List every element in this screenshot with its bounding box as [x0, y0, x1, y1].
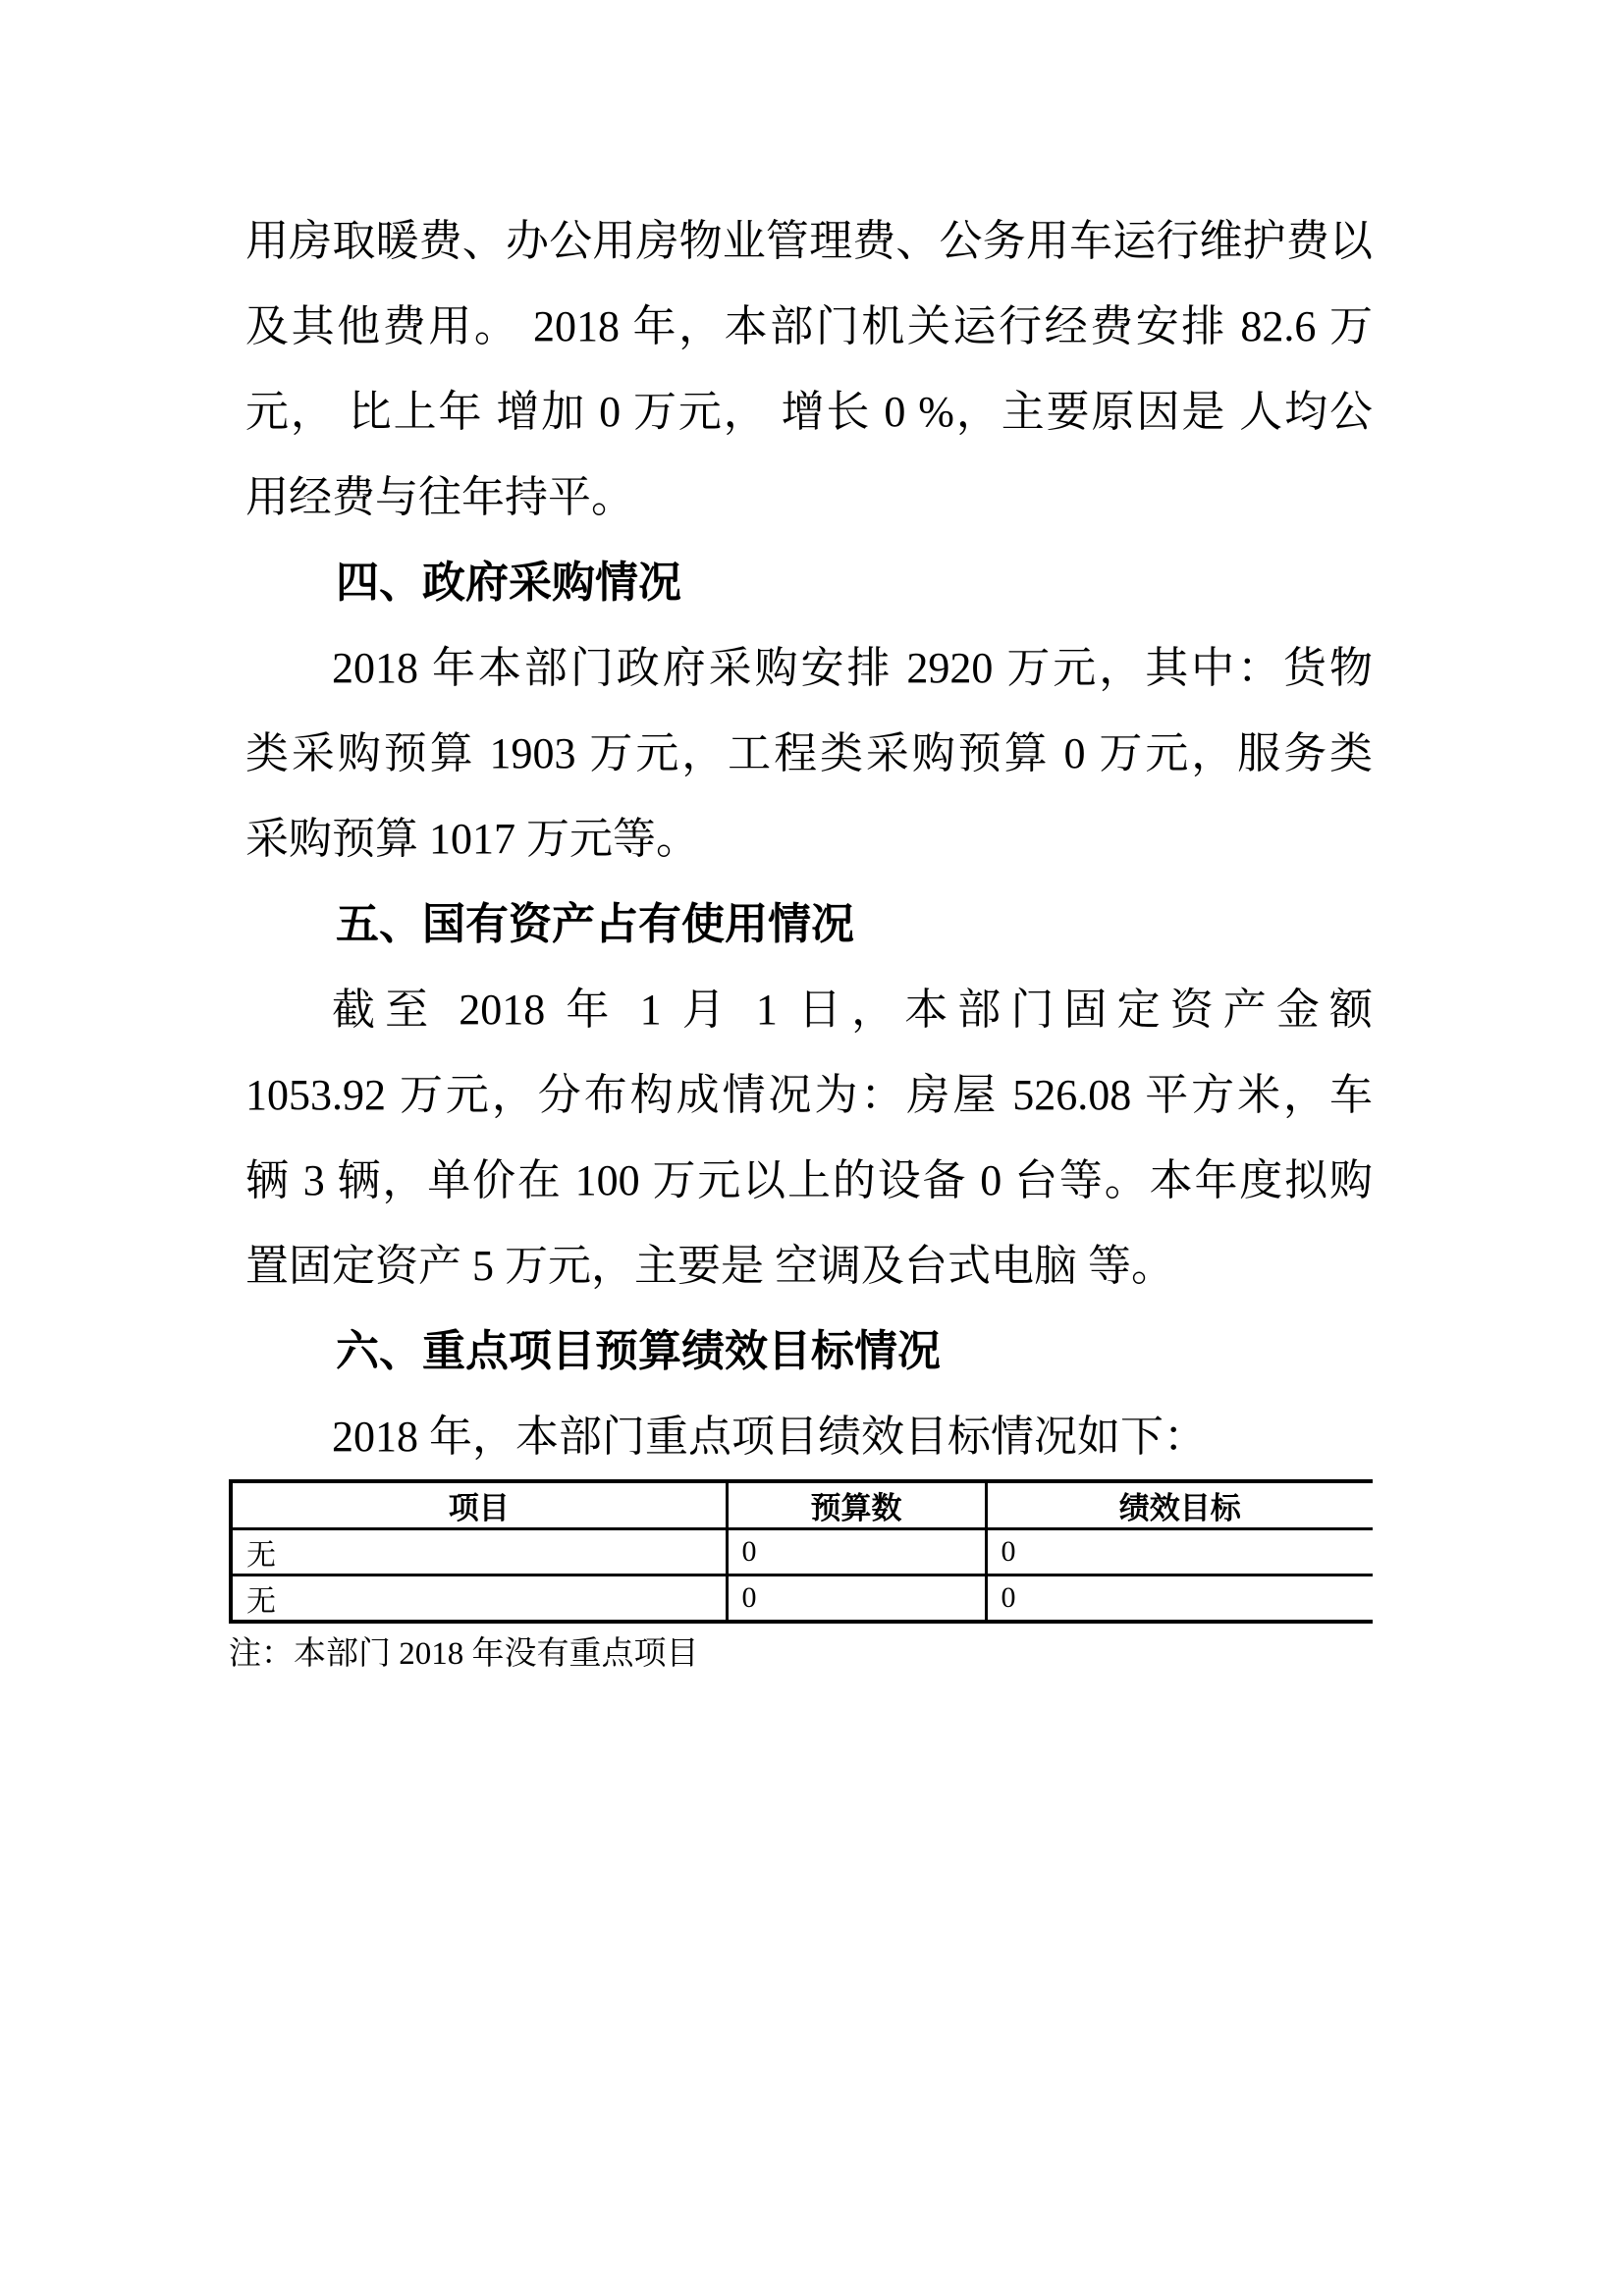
body-line: 截至 2018 年 1 月 1 日，本部门固定资产金额: [332, 986, 1373, 1034]
cell-target-1: 0: [986, 1529, 1373, 1575]
table-header-row: [231, 1481, 1373, 1529]
table-note: 注：本部门 2018 年没有重点项目: [229, 1636, 699, 1672]
paragraph-key-projects-intro: [229, 1394, 1373, 1479]
cell-project-1: 无: [231, 1529, 727, 1575]
body-line: 辆 3 辆，单价在 100 万元以上的设备 0 台等。本年度拟购: [245, 1156, 1373, 1204]
table-header-performance-target: 绩效目标: [986, 1481, 1373, 1529]
section-heading-state-assets: 五、国有资产占有使用情况: [336, 900, 854, 948]
paragraph-operating-funds: [229, 198, 1373, 540]
body-line: 及其他费用。 2018 年，本部门机关运行经费安排 82.6 万: [245, 302, 1373, 350]
body-line: 元， 比上年 增加 0 万元， 增长 0 %，主要原因是 人均公: [245, 388, 1373, 436]
section-heading-government-procurement: 四、政府采购情况: [336, 559, 681, 607]
cell-budget-2: 0: [727, 1575, 986, 1623]
cell-budget-1: 0: [727, 1529, 986, 1575]
table-header-budget-amount: 预算数: [727, 1481, 986, 1529]
paragraph-government-procurement: [229, 625, 1373, 881]
body-line: 用房取暖费、办公用房物业管理费、公务用车运行维护费以: [245, 217, 1373, 265]
table-header-project: 项目: [231, 1481, 727, 1529]
body-line: 类采购预算 1903 万元，工程类采购预算 0 万元，服务类: [245, 729, 1373, 777]
page-content: [229, 198, 1373, 1677]
section-heading-key-projects: 六、重点项目预算绩效目标情况: [336, 1327, 941, 1375]
body-line: 2018 年本部门政府采购安排 2920 万元，其中：货物: [332, 644, 1373, 692]
table-row: [231, 1529, 1373, 1575]
table-row: [231, 1575, 1373, 1623]
key-projects-table: [229, 1479, 1373, 1624]
cell-project-2: 无: [231, 1575, 727, 1623]
cell-target-2: 0: [986, 1575, 1373, 1623]
body-line: 采购预算 1017 万元等。: [245, 815, 699, 863]
body-line: 置固定资产 5 万元，主要是 空调及台式电脑 等。: [245, 1242, 1174, 1290]
body-line: 用经费与往年持平。: [245, 473, 634, 521]
body-line: 2018 年，本部门重点项目绩效目标情况如下：: [332, 1413, 1207, 1461]
paragraph-state-assets: [229, 967, 1373, 1308]
body-line: 1053.92 万元，分布构成情况为：房屋 526.08 平方米，车: [245, 1071, 1373, 1119]
